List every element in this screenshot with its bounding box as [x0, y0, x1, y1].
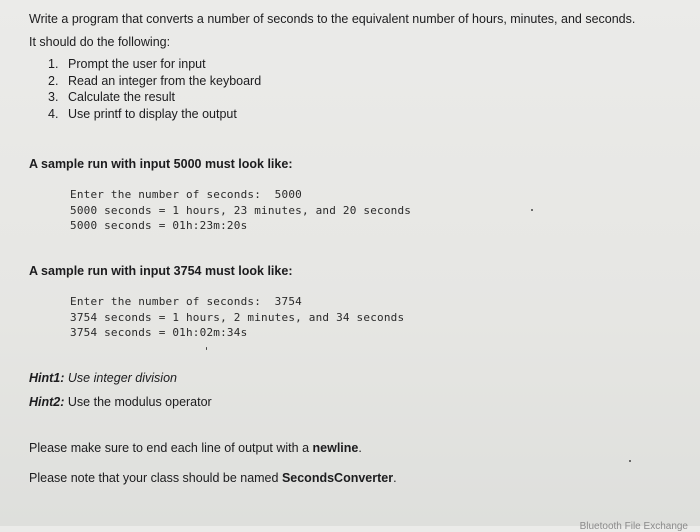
steps-list	[48, 56, 261, 122]
speck-dot	[531, 209, 533, 211]
sample2-heading: A sample run with input 3754 must look like:	[29, 264, 293, 278]
intro-text: Write a program that converts a number of seconds to the equivalent number of hours, minutes, and seconds.	[29, 12, 636, 26]
code-line: 3754 seconds = 1 hours, 2 minutes, and 34 seconds	[70, 310, 405, 324]
speck-dot	[206, 347, 207, 350]
hint1: Hint1: Use integer division	[29, 371, 177, 385]
hint2: Hint2: Use the modulus operator	[29, 395, 212, 409]
code-line: Enter the number of seconds: 3754	[70, 295, 302, 308]
step-item: 2. Read an integer from the keyboard	[48, 73, 262, 88]
step-item: 4. Use printf to display the output	[48, 106, 237, 121]
sample1-code	[70, 187, 411, 234]
code-line: Enter the number of seconds: 5000	[70, 188, 302, 201]
code-line: 3754 seconds = 01h:02m:34s	[70, 326, 248, 339]
note-newline: Please make sure to end each line of output with a newline.	[29, 441, 362, 455]
step-item: 1. Prompt the user for input	[48, 57, 206, 71]
code-line: 5000 seconds = 01h:23m:20s	[70, 219, 248, 232]
note-classname: Please note that your class should be named SecondsConverter.	[29, 471, 397, 485]
code-line: 5000 seconds = 1 hours, 23 minutes, and 20 seconds	[70, 203, 412, 217]
sample2-code	[70, 294, 404, 341]
step-item: 3. Calculate the result	[48, 90, 176, 104]
speck-dot	[629, 460, 631, 462]
taskbar-label: Bluetooth File Exchange	[579, 521, 688, 532]
subintro-text: It should do the following:	[29, 35, 171, 49]
sample1-heading: A sample run with input 5000 must look like:	[29, 157, 293, 171]
